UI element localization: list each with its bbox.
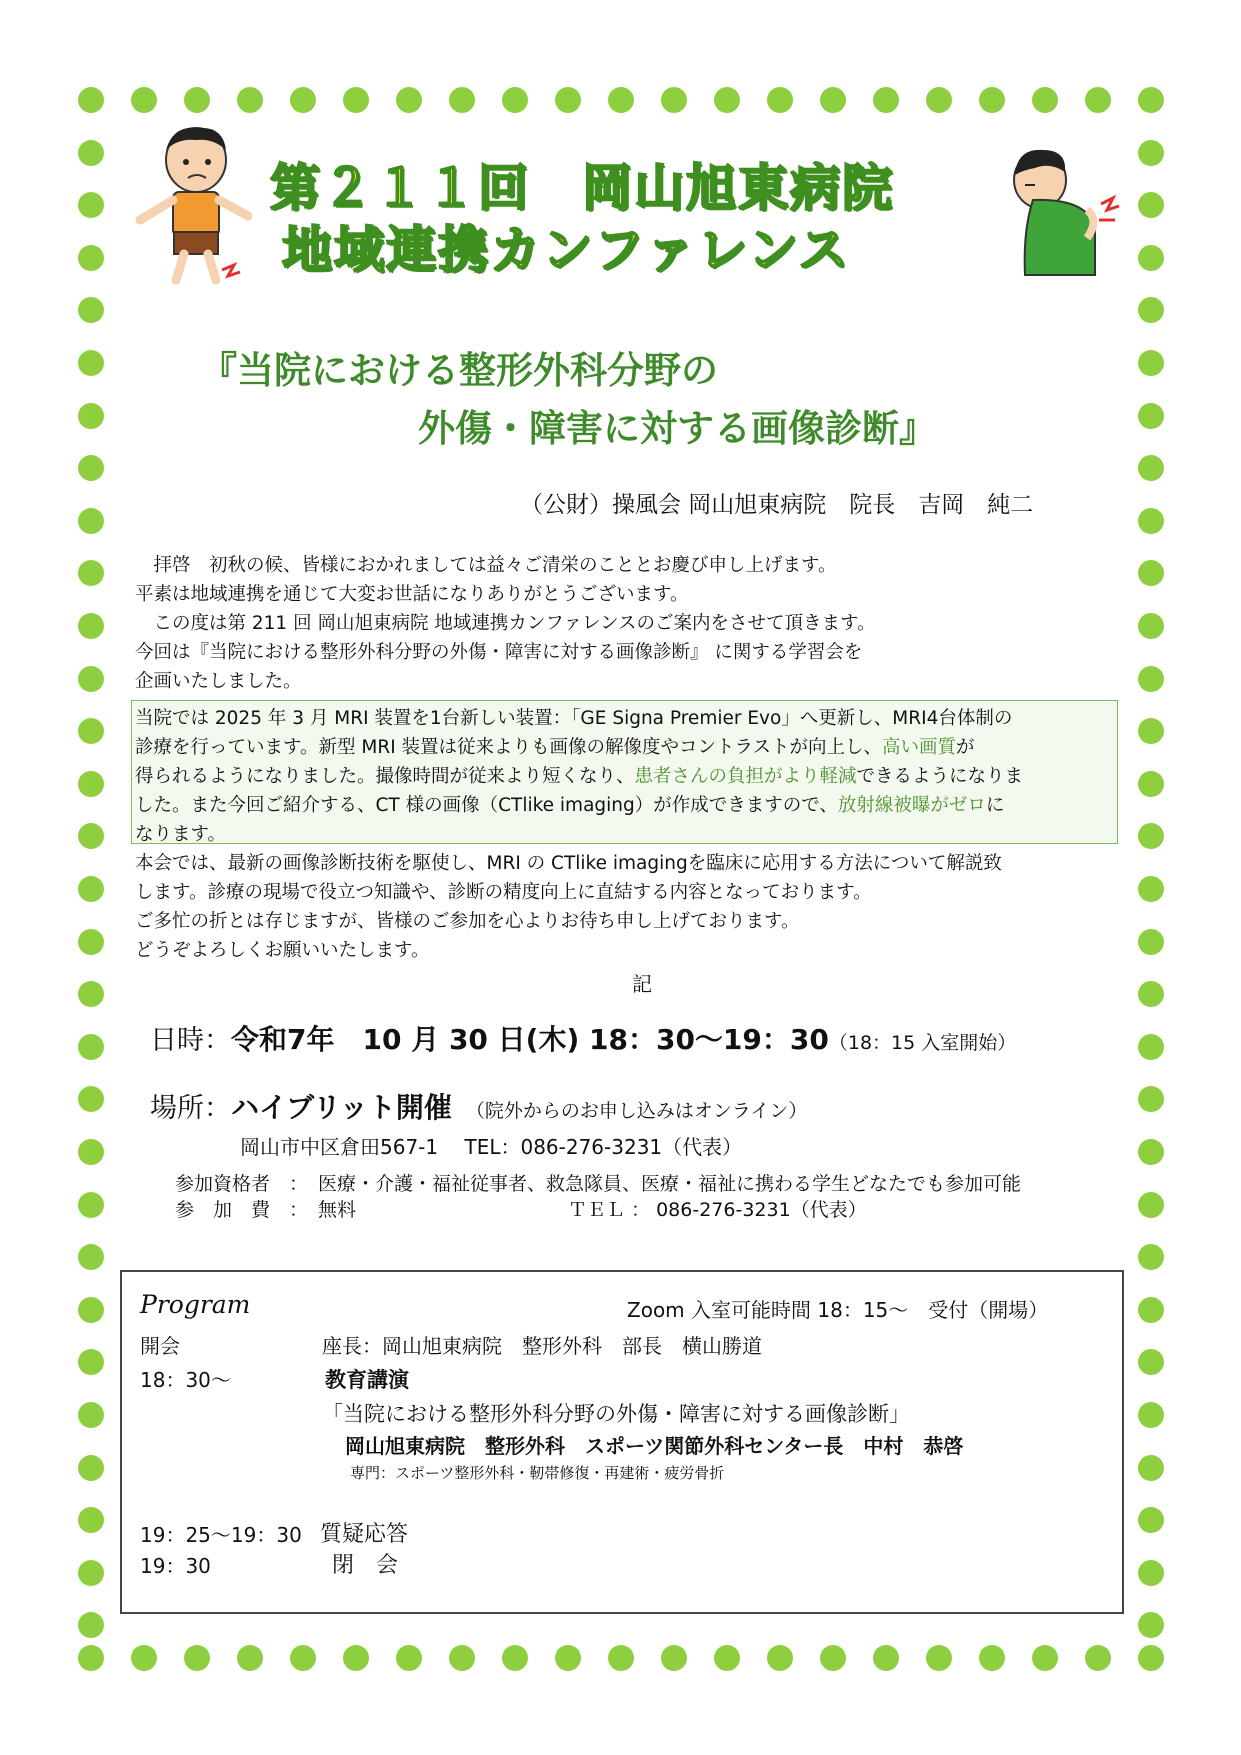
program-heading: Program xyxy=(140,1290,251,1319)
border-dot xyxy=(1138,929,1164,955)
border-dot xyxy=(979,1645,1005,1671)
border-dot xyxy=(78,929,104,955)
border-dot xyxy=(926,1645,952,1671)
border-dot xyxy=(1138,350,1164,376)
border-dot xyxy=(290,1645,316,1671)
greeting-line-1: 拝啓 初秋の候、皆様におかれましては益々ご清栄のこととお慶び申し上げます。 xyxy=(135,555,837,576)
fee-label: 参 加 費 ： xyxy=(175,1199,309,1221)
border-dot xyxy=(820,87,846,113)
border-dot xyxy=(1138,1455,1164,1481)
border-dot xyxy=(767,1645,793,1671)
closing-line-1: 本会では、最新の画像診断技術を駆使し、MRI の CTlike imagingを臨床に応用する方法について解説致 xyxy=(135,853,1002,874)
border-dot xyxy=(78,350,104,376)
border-dot xyxy=(1138,1645,1164,1671)
border-dot xyxy=(1138,666,1164,692)
border-dot xyxy=(78,140,104,166)
highlight-line-2-b: が xyxy=(956,737,975,758)
eligibility-label: 参加資格者 ： xyxy=(175,1173,309,1195)
highlight-line-4-b: に xyxy=(985,795,1005,816)
border-dot xyxy=(555,1645,581,1671)
greeting-line-2: 平素は地域連携を通じて大変お世話になりありがとうございます。 xyxy=(135,584,689,605)
border-dot xyxy=(290,87,316,113)
speaker-specialty: 専門：スポーツ整形外科・靭帯修復・再建術・疲労骨折 xyxy=(350,1464,725,1482)
program-close: 閉 会 xyxy=(332,1553,399,1578)
datetime-row xyxy=(150,1018,1016,1058)
border-dot xyxy=(237,1645,263,1671)
border-dot xyxy=(78,1086,104,1112)
border-dot xyxy=(873,1645,899,1671)
border-dot xyxy=(1138,1192,1164,1218)
eligibility-value: 医療・介護・福祉従事者、救急隊員、医療・福祉に携わる学生どなたでも参加可能 xyxy=(318,1173,1022,1195)
datetime-value: 令和7年 10 月 30 日(木) 18：30～19：30 xyxy=(231,1023,829,1056)
highlight-line-4 xyxy=(135,791,1004,817)
border-dot xyxy=(78,1034,104,1060)
program-time-1: 18：30～ xyxy=(140,1368,231,1392)
highlight-line-3-a: 得られるようになりました。撮像時間が従来より短くなり、 xyxy=(135,766,635,787)
border-dot xyxy=(1138,718,1164,744)
highlight-patient-burden: 患者さんの負担がより軽減 xyxy=(634,766,857,787)
border-dot xyxy=(608,87,634,113)
venue-note: （院外からのお申し込みはオンライン） xyxy=(465,1100,808,1122)
border-dot xyxy=(78,981,104,1007)
highlight-quality: 高い画質 xyxy=(882,737,957,758)
border-dot xyxy=(78,192,104,218)
border-dot xyxy=(1138,455,1164,481)
border-dot xyxy=(1138,771,1164,797)
injured-boy-illustration xyxy=(118,120,278,290)
subtitle-line-1: 『当院における整形外科分野の xyxy=(200,349,718,392)
author-line: （公財）操風会 岡山旭東病院 院長 吉岡 純二 xyxy=(520,492,1034,518)
border-dot xyxy=(78,1560,104,1586)
border-dot xyxy=(78,1612,104,1638)
border-dot xyxy=(78,718,104,744)
border-dot xyxy=(78,1244,104,1270)
highlight-line-1: 当院では 2025 年 3 月 MRI 装置を1台新しい装置：「GE Signa Premier Evo」へ更新し、MRI4台体制の xyxy=(135,708,1013,729)
border-dot xyxy=(926,87,952,113)
venue-row xyxy=(150,1086,807,1126)
border-dot xyxy=(608,1645,634,1671)
border-dot xyxy=(1032,87,1058,113)
border-dot xyxy=(1085,1645,1111,1671)
border-dot xyxy=(1138,508,1164,534)
border-dot xyxy=(343,87,369,113)
border-dot xyxy=(1138,1612,1164,1638)
program-time-3: 19：30 xyxy=(140,1554,211,1578)
border-dot xyxy=(78,823,104,849)
border-dot xyxy=(555,87,581,113)
venue-label: 場所： xyxy=(150,1093,231,1124)
highlight-line-2 xyxy=(135,733,975,759)
border-dot xyxy=(502,87,528,113)
border-dot xyxy=(78,87,104,113)
border-dot xyxy=(661,1645,687,1671)
title-line-2: 地域連携カンファレンス xyxy=(282,221,851,279)
border-dot xyxy=(1138,560,1164,586)
venue-address: 岡山市中区倉田567-1 TEL：086-276-3231（代表） xyxy=(240,1135,743,1159)
border-dot xyxy=(78,1455,104,1481)
border-dot xyxy=(237,87,263,113)
border-dot xyxy=(1138,823,1164,849)
ki-mark: 記 xyxy=(632,972,652,996)
highlight-line-5: なります。 xyxy=(135,824,227,845)
highlight-line-4-a: した。また今回ご紹介する、CT 様の画像（CTlike imaging）が作成できますので、 xyxy=(135,795,838,816)
highlight-line-2-a: 診療を行っています。新型 MRI 装置は従来よりも画像の解像度やコントラストが向上し、 xyxy=(135,737,883,758)
border-dot xyxy=(1138,1086,1164,1112)
closing-line-4: どうぞよろしくお願いいたします。 xyxy=(135,940,430,961)
border-dot xyxy=(78,1645,104,1671)
border-dot xyxy=(78,1192,104,1218)
lecture-title: 「当院における整形外科分野の外傷・障害に対する画像診断」 xyxy=(322,1402,910,1426)
greeting-line-4: 今回は『当院における整形外科分野の外傷・障害に対する画像診断』 に関する学習会を xyxy=(135,642,863,663)
border-dot xyxy=(1138,1507,1164,1533)
border-dot xyxy=(78,613,104,639)
border-dot xyxy=(343,1645,369,1671)
program-qa: 質疑応答 xyxy=(320,1522,409,1547)
highlight-line-3-b: できるようになりま xyxy=(856,766,1024,787)
border-dot xyxy=(78,1507,104,1533)
border-dot xyxy=(820,1645,846,1671)
zoom-time: Zoom 入室可能時間 18：15～ 受付（開場） xyxy=(627,1298,1049,1322)
border-dot xyxy=(661,87,687,113)
border-dot xyxy=(502,1645,528,1671)
border-dot xyxy=(1138,1297,1164,1323)
lecture-speaker: 岡山旭東病院 整形外科 スポーツ関節外科センター長 中村 恭啓 xyxy=(345,1434,964,1458)
border-dot xyxy=(78,245,104,271)
border-dot xyxy=(1138,1349,1164,1375)
border-dot xyxy=(78,455,104,481)
border-dot xyxy=(78,403,104,429)
eligibility-row xyxy=(175,1169,1021,1196)
border-dot xyxy=(184,87,210,113)
border-dot xyxy=(1138,981,1164,1007)
datetime-note: （18：15 入室開始） xyxy=(828,1032,1017,1054)
border-dot xyxy=(767,87,793,113)
border-dot xyxy=(78,560,104,586)
border-dot xyxy=(78,1297,104,1323)
border-dot xyxy=(184,1645,210,1671)
border-dot xyxy=(714,87,740,113)
title-line-1: 第２１１回 岡山旭東病院 xyxy=(270,159,894,217)
lecture-type: 教育講演 xyxy=(325,1368,409,1392)
border-dot xyxy=(131,87,157,113)
border-dot xyxy=(873,87,899,113)
subtitle-line-2: 外傷・障害に対する画像診断』 xyxy=(418,407,936,450)
border-dot xyxy=(396,87,422,113)
border-dot xyxy=(78,1349,104,1375)
border-dot xyxy=(131,1645,157,1671)
border-dot xyxy=(1138,876,1164,902)
venue-value: ハイブリット開催 xyxy=(231,1091,452,1124)
greeting-line-5: 企画いたしました。 xyxy=(135,671,302,692)
border-dot xyxy=(979,87,1005,113)
border-dot xyxy=(1138,87,1164,113)
program-time-2: 19：25～19：30 xyxy=(140,1523,302,1547)
border-dot xyxy=(1138,613,1164,639)
border-dot xyxy=(1138,403,1164,429)
border-dot xyxy=(1138,140,1164,166)
border-dot xyxy=(78,876,104,902)
border-dot xyxy=(78,297,104,323)
border-dot xyxy=(1138,297,1164,323)
datetime-label: 日時： xyxy=(150,1025,231,1056)
border-dot xyxy=(1138,245,1164,271)
program-chair: 座長：岡山旭東病院 整形外科 部長 横山勝道 xyxy=(322,1334,762,1358)
border-dot xyxy=(78,508,104,534)
border-dot xyxy=(1085,87,1111,113)
border-dot xyxy=(78,771,104,797)
highlight-line-3 xyxy=(135,762,1023,788)
border-dot xyxy=(449,87,475,113)
fee-value: 無料 xyxy=(318,1199,357,1221)
back-pain-man-illustration xyxy=(995,140,1125,280)
greeting-line-3: この度は第 211 回 岡山旭東病院 地域連携カンファレンスのご案内をさせて頂きます。 xyxy=(135,613,876,634)
border-dot xyxy=(1032,1645,1058,1671)
program-open-label: 開会 xyxy=(140,1334,180,1358)
fee-tel: ＴＥＬ ： 086-276-3231（代表） xyxy=(568,1199,867,1221)
border-dot xyxy=(1138,1139,1164,1165)
border-dot xyxy=(1138,192,1164,218)
closing-line-3: ご多忙の折とは存じますが、皆様のご参加を心よりお待ち申し上げております。 xyxy=(135,911,800,932)
border-dot xyxy=(714,1645,740,1671)
border-dot xyxy=(78,1402,104,1428)
closing-line-2: します。診療の現場で役立つ知識や、診断の精度向上に直結する内容となっております。 xyxy=(135,882,872,903)
border-dot xyxy=(449,1645,475,1671)
border-dot xyxy=(1138,1560,1164,1586)
highlight-zero-exposure: 放射線被曝がゼロ xyxy=(837,795,986,816)
border-dot xyxy=(78,666,104,692)
border-dot xyxy=(396,1645,422,1671)
fee-row xyxy=(175,1195,356,1222)
border-dot xyxy=(1138,1402,1164,1428)
border-dot xyxy=(1138,1244,1164,1270)
border-dot xyxy=(78,1139,104,1165)
border-dot xyxy=(1138,1034,1164,1060)
